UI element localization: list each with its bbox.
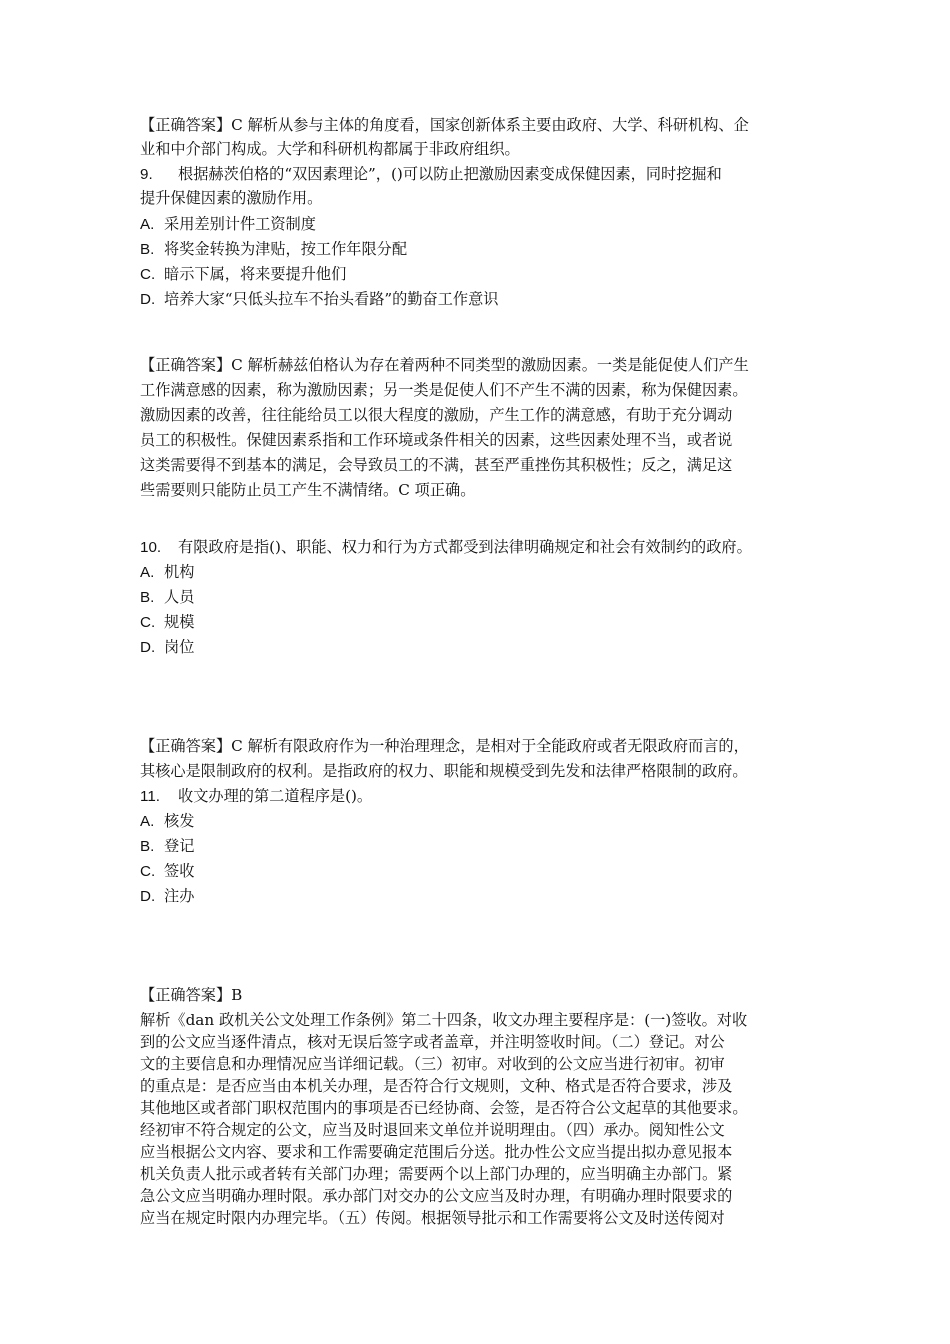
q9-stem-line: 提升保健因素的激励作用。 [140,189,323,207]
q10-number: 10. [140,539,162,556]
option-letter: B. [140,838,155,855]
option-letter: D. [140,639,156,656]
q11-answer-line: 解析《dan 政机关公文处理工作条例》第二十四条，收文办理主要程序是：(一)签收。对收 [140,1011,748,1029]
option-text: 培养大家“只低头拉车不抬头看路”的勤奋工作意识 [164,290,499,308]
q11-stem-line [140,784,372,809]
q9-answer-line: 些需要则只能防止员工产生不满情绪。C 项正确。 [140,481,476,499]
q11-answer-line: 到的公文应当逐件清点，核对无误后签字或者盖章，并注明签收时间。（二）登记。对公 [140,1033,725,1051]
q9-option-c [140,262,346,287]
q9-option-a [140,212,316,237]
q11-answer-line: 经初审不符合规定的公文，应当及时退回来文单位并说明理由。（四）承办。阅知性公文 [140,1121,725,1139]
option-text: 登记 [164,837,195,855]
option-text: 人员 [164,588,195,606]
q9-answer-line: 【正确答案】C 解析赫兹伯格认为存在着两种不同类型的激励因素。一类是能促使人们产生 [140,356,749,374]
q11-option-d [140,884,194,909]
q11-number: 11. [140,788,160,805]
q11-option-c [140,859,194,884]
option-text: 签收 [164,862,195,880]
q11-option-b [140,834,194,859]
option-text: 规模 [164,613,195,631]
q10-option-d [140,635,194,660]
option-letter: A. [140,813,155,830]
q9-stem-text: 根据赫茨伯格的“双因素理论”，()可以防止把激励因素变成保健因素，同时挖掘和 [178,165,722,183]
q9-answer-line: 员工的积极性。保健因素系指和工作环境或条件相关的因素，这些因素处理不当，或者说 [140,431,733,449]
option-letter: C. [140,614,156,631]
q10-answer-line: 【正确答案】C 解析有限政府作为一种治理理念，是相对于全能政府或者无限政府而言的， [140,737,749,755]
option-letter: D. [140,291,156,308]
q11-answer-line: 应当根据公文内容、要求和工作需要确定范围后分送。批办性公文应当提出拟办意见报本 [140,1143,733,1161]
q9-stem-line [140,162,722,187]
q10-option-b [140,585,194,610]
option-letter: A. [140,564,155,581]
q11-stem-text: 收文办理的第二道程序是()。 [178,787,373,805]
q8-answer-line: 业和中介部门构成。大学和科研机构都属于非政府组织。 [140,140,520,158]
option-text: 岗位 [164,638,195,656]
option-letter: B. [140,241,155,258]
option-letter: A. [140,216,155,233]
q9-answer-line: 工作满意感的因素，称为激励因素；另一类是促使人们不产生不满的因素，称为保健因素。 [140,381,748,399]
option-text: 注办 [164,887,195,905]
q10-stem-text: 有限政府是指()、职能、权力和行为方式都受到法律明确规定和社会有效制约的政府。 [178,538,752,556]
option-text: 将奖金转换为津贴，按工作年限分配 [164,240,407,258]
q11-answer-line: 急公文应当明确办理时限。承办部门对交办的公文应当及时办理，有明确办理时限要求的 [140,1187,733,1205]
q9-option-d [140,287,498,312]
q11-answer-line: 机关负责人批示或者转有关部门办理；需要两个以上部门办理的，应当明确主办部门。紧 [140,1165,733,1183]
q9-option-b [140,237,407,262]
option-letter: B. [140,589,155,606]
q10-stem-line [140,535,752,560]
q10-answer-line: 其核心是限制政府的权利。是指政府的权力、职能和规模受到先发和法律严格限制的政府。 [140,762,748,780]
q11-answer-line: 应当在规定时限内办理完毕。（五）传阅。根据领导批示和工作需要将公文及时送传阅对 [140,1209,725,1227]
option-letter: C. [140,266,156,283]
q9-number: 9. [140,166,153,183]
option-text: 核发 [164,812,195,830]
q10-option-a [140,560,194,585]
q10-option-c [140,610,194,635]
option-letter: D. [140,888,156,905]
q11-answer-title-line: 【正确答案】B [140,986,243,1004]
option-text: 采用差别计件工资制度 [164,215,316,233]
q8-answer-line: 【正确答案】C 解析从参与主体的角度看，国家创新体系主要由政府、大学、科研机构、企 [140,116,749,134]
q11-answer-line: 文的主要信息和办理情况应当详细记载。（三）初审。对收到的公文应当进行初审。初审 [140,1055,725,1073]
q9-answer-line: 这类需要得不到基本的满足，会导致员工的不满，甚至严重挫伤其积极性；反之，满足这 [140,456,733,474]
q11-answer-line: 其他地区或者部门职权范围内的事项是否已经协商、会签，是否符合公文起草的其他要求。 [140,1099,748,1117]
q11-option-a [140,809,194,834]
q9-answer-line: 激励因素的改善，往往能给员工以很大程度的激励，产生工作的满意感，有助于充分调动 [140,406,733,424]
q11-answer-line: 的重点是：是否应当由本机关办理，是否符合行文规则，文种、格式是否符合要求，涉及 [140,1077,733,1095]
option-letter: C. [140,863,156,880]
option-text: 机构 [164,563,195,581]
option-text: 暗示下属，将来要提升他们 [164,265,347,283]
